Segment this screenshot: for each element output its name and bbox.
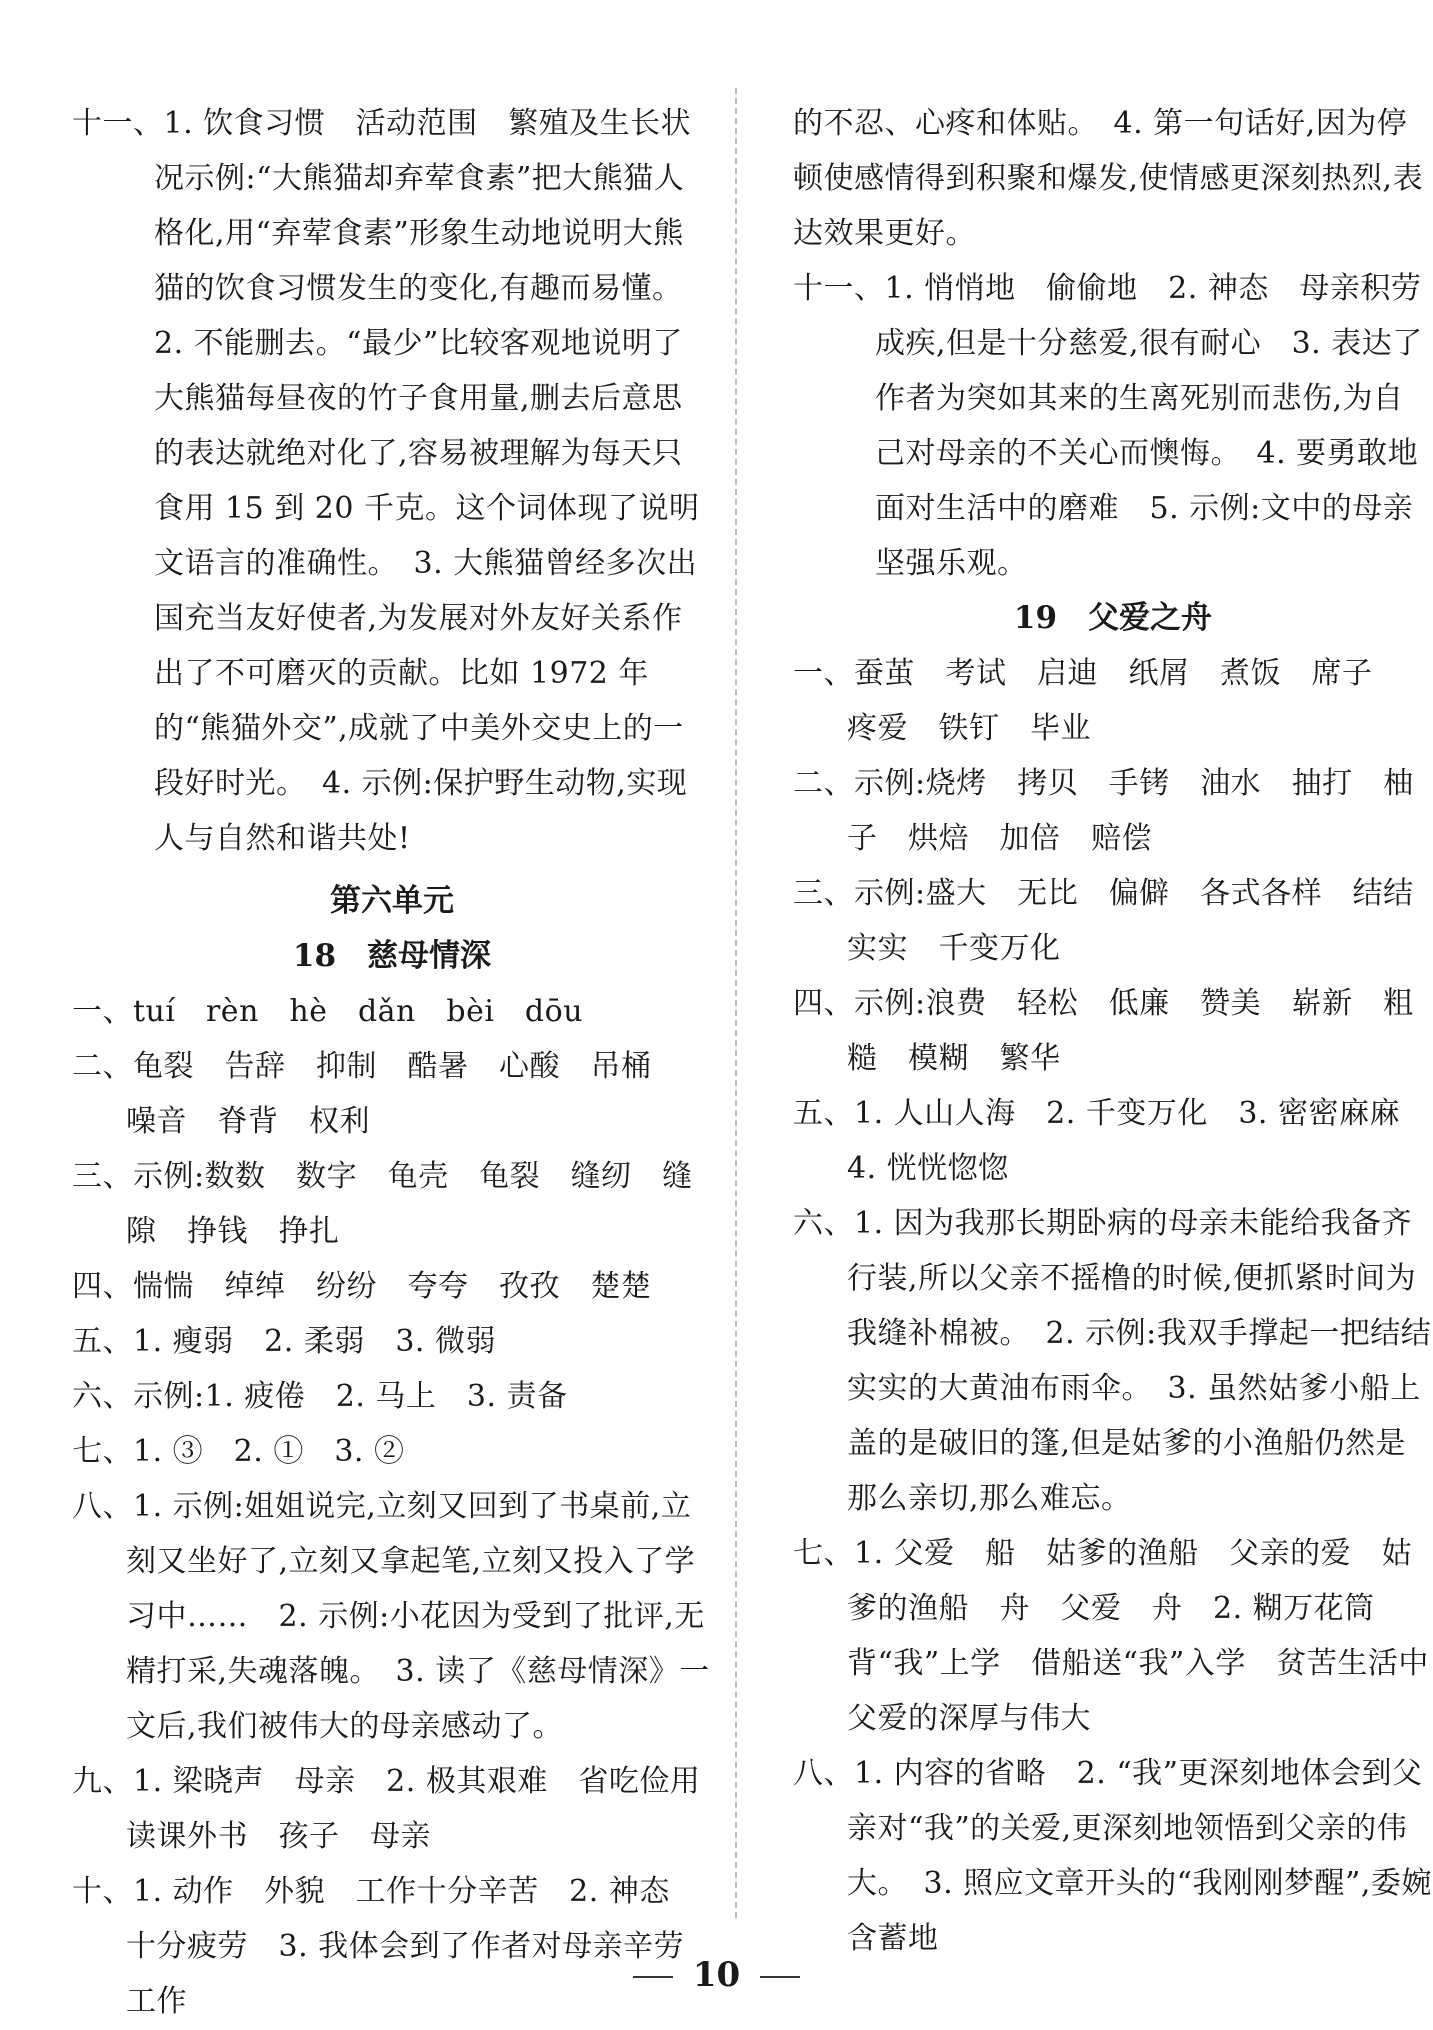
answer-item-11-prev: 十一、1. 饮食习惯 活动范围 繁殖及生长状况示例:“大熊猫却弃荤食素”把大熊猫人格化,用“弃荤食素”形象生动地说明大熊猫的饮食习惯发生的变化,有趣而易懂。 2. 不能删去。“最少”比较客观地说明了大熊猫每昼夜的竹子食用量,删去后意思的表达就绝对化了,容易被理解为每天只食用 15 到 20 千克。这个词体现了说明文语言的准确性。 3. 大熊猫曾经多次出国充当友好使者,为发展对外友好关系作出了不可磨灭的贡献。比如 1972 年的“熊猫外交”,成就了中美外交史上的一段好时光。 4. 示例:保护野生动物,实现人与自然和谐共处!	[72, 106, 700, 856]
answer-item-1: 一、tuí rèn hè dǎn bèi dōu	[72, 994, 584, 1029]
answer-item-6: 六、示例:1. 疲倦 2. 马上 3. 责备	[72, 1379, 568, 1414]
unit-title: 第六单元	[330, 883, 454, 919]
answer-item-2: 二、龟裂 告辞 抑制 酷暑 心酸 吊桶 噪音 脊背 权利	[72, 1049, 682, 1139]
right-column	[793, 96, 1433, 1966]
answer-item-3: 三、示例:盛大 无比 偏僻 各式各样 结结实实 千变万化	[793, 876, 1414, 966]
answer-item-11: 十一、1. 悄悄地 偷偷地 2. 神态 母亲积劳成疾,但是十分慈爱,很有耐心 3. 表达了作者为突如其来的生离死别而悲伤,为自己对母亲的不关心而懊悔。 4. 要勇敢地面对生活中的磨难 5. 示例:文中的母亲坚强乐观。	[793, 271, 1423, 581]
answer-item-8: 八、1. 内容的省略 2. “我”更深刻地体会到父亲对“我”的关爱,更深刻地领悟到父亲的伟大。 3. 照应文章开头的“我刚刚梦醒”,委婉含蓄地	[793, 1756, 1432, 1956]
answer-item-9: 九、1. 梁晓声 母亲 2. 极其艰难 省吃俭用 读课外书 孩子 母亲	[72, 1764, 731, 1854]
answer-item-4: 四、惴惴 绰绰 纷纷 夸夸 孜孜 楚楚	[72, 1269, 652, 1304]
answer-item-5: 五、1. 人山人海 2. 千变万化 3. 密密麻麻 4. 恍恍惚惚	[793, 1096, 1431, 1186]
answer-item-5: 五、1. 瘦弱 2. 柔弱 3. 微弱	[72, 1324, 496, 1359]
lesson-19-title: 19 父爱之舟	[1013, 600, 1213, 636]
footer-rule-left	[633, 1976, 673, 1978]
answer-item-1: 一、蚕茧 考试 启迪 纸屑 煮饭 席子 疼爱 铁钉 毕业	[793, 656, 1403, 746]
answer-item-8: 八、1. 示例:姐姐说完,立刻又回到了书桌前,立刻又坐好了,立刻又拿起笔,立刻又投入了学习中…… 2. 示例:小花因为受到了批评,无精打采,失魂落魄。 3. 读了《慈母情深》一文后,我们被伟大的母亲感动了。	[72, 1489, 710, 1744]
answer-item-3: 三、示例:数数 数字 龟壳 龟裂 缝纫 缝隙 挣钱 挣扎	[72, 1159, 693, 1249]
answer-item-2: 二、示例:烧烤 拷贝 手铐 油水 抽打 柚子 烘焙 加倍 赔偿	[793, 766, 1414, 856]
page-footer	[0, 1955, 1433, 1995]
answer-item-10: 十、1. 动作 外貌 工作十分辛苦 2. 神态 十分疲劳 3. 我体会到了作者对母亲辛劳工作	[72, 1874, 701, 2019]
answer-continuation: 的不忍、心疼和体贴。 4. 第一句话好,因为停顿使感情得到积聚和爆发,使情感更深刻热烈,表达效果更好。	[793, 106, 1424, 251]
column-divider	[735, 88, 737, 1918]
footer-rule-right	[760, 1976, 800, 1978]
answer-item-7: 七、1. ③ 2. ① 3. ②	[72, 1434, 405, 1469]
answer-item-4: 四、示例:浪费 轻松 低廉 赞美 崭新 粗糙 模糊 繁华	[793, 986, 1414, 1076]
answer-item-6: 六、1. 因为我那长期卧病的母亲未能给我备齐行装,所以父亲不摇橹的时候,便抓紧时间为我缝补棉被。 2. 示例:我双手撑起一把结结实实的大黄油布雨伞。 3. 虽然姑爹小船上盖的是破旧的篷,但是姑爹的小渔船仍然是那么亲切,那么难忘。	[793, 1206, 1432, 1516]
answer-item-7: 七、1. 父爱 船 姑爹的渔船 父亲的爱 姑爹的渔船 舟 父爱 舟 2. 糊万花筒 背“我”上学 借船送“我”入学 贫苦生活中父爱的深厚与伟大	[793, 1536, 1429, 1736]
page-number: 10	[692, 1955, 741, 1995]
lesson-18-title: 18 慈母情深	[292, 938, 492, 974]
